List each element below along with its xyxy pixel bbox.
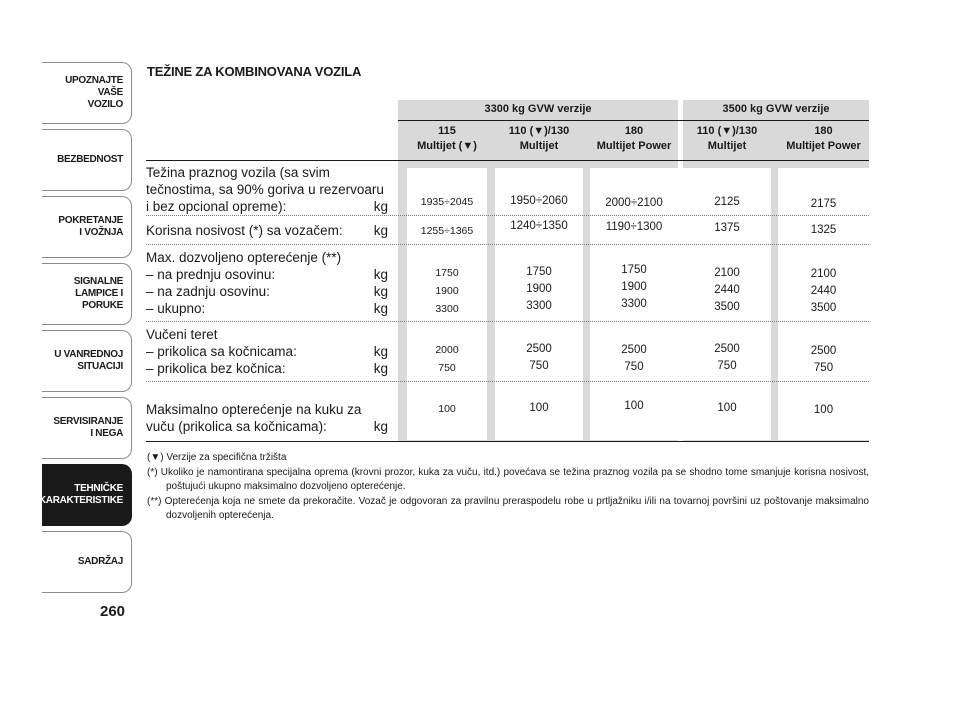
tab-upoznajte-vase-vozilo[interactable]: UPOZNAJTE VAŠE VOZILO [42,62,132,124]
tab-bezbednost[interactable]: BEZBEDNOST [42,129,132,191]
cell-hitch-5: 100 [813,404,834,416]
column-header-1: 115 Multijet (▼) [417,125,477,152]
cell-payload-4: 1375 [714,222,740,234]
cell-payload-2: 1240÷1350 [510,220,568,232]
cell-max-load-5: 2100 2440 3500 [810,268,837,314]
cell-towing-4: 2500 750 [714,343,740,372]
table-bottom-rule [146,441,869,442]
tab-tehnicke-karakteristike[interactable]: TEHNIČKE KARAKTERISTIKE [42,464,132,526]
cell-empty-weight-5: 2175 [810,198,837,210]
cell-towing-1: 2000 750 [435,344,459,374]
cell-max-load-1: 1750 1900 3300 [435,267,459,315]
footnote-loads: (**) Opterećenja koja ne smete da prekoračite. Vozač je odgovoran za pravilnu preraspodelu robe u prtljažniku i/ili na tovarnoj površini uz poštovanje maksimalno dozvoljenih opterećenja. [147,495,869,521]
column-header-3: 180 Multijet Power [596,125,672,152]
cell-payload-1: 1255÷1365 [420,225,474,237]
footnote-payload: (*) Ukoliko je namontirana specijalna oprema (krovni prozor, kuka za vuču, itd.) povećava se težina praznog vozila pa se shodno tome smanjuje korisna nosivost, poštujući ukupno maksimalno dozvoljeno opterećenje. [147,466,869,492]
cell-hitch-3: 100 [624,400,644,412]
cell-empty-weight-3: 2000÷2100 [605,197,663,209]
table-top-rule [146,160,869,161]
footnotes [147,451,869,524]
row-divider [146,244,869,245]
row-label-hitch: Maksimalno opterećenje na kuku za vuču (prikolica sa kočnicama): kg [146,402,388,434]
cell-empty-weight-4: 2125 [714,196,740,208]
group-header-3300: 3300 kg GVW verzije [484,103,592,115]
row-label-towing: Vučeni teret – prikolica sa kočnicama: kg – prikolica bez kočnica: kg [146,327,388,376]
row-label-empty-weight: Težina praznog vozila (sa svim tečnostima, sa 90% goriva u rezervoaru i bez opcional opreme): kg [146,165,388,214]
row-label-payload: Korisna nosivost (*) sa vozačem: kg [146,223,388,238]
cell-hitch-1: 100 [438,403,456,415]
cell-empty-weight-2: 1950÷2060 [510,195,568,207]
cell-empty-weight-1: 1935÷2045 [420,196,474,208]
cell-max-load-4: 2100 2440 3500 [714,267,740,313]
cell-hitch-4: 100 [717,402,737,414]
tab-servisiranje-i-nega[interactable]: SERVISIRANJE I NEGA [42,397,132,459]
cell-payload-3: 1190÷1300 [605,221,663,233]
cell-payload-5: 1325 [810,224,837,236]
cell-towing-3: 2500 750 [621,344,647,373]
row-divider [146,381,869,382]
row-divider [146,321,869,322]
footnote-markets: (▼) Verzije za specifična tržišta [147,452,287,463]
cell-hitch-2: 100 [529,402,549,414]
column-header-4: 110 (▼)/130 Multijet [696,125,758,152]
tab-signalne-lampice[interactable]: SIGNALNE LAMPICE I PORUKE [42,263,132,325]
row-label-max-load: Max. dozvoljeno opterećenje (**) – na prednju osovinu: kg – na zadnju osovinu: kg – ukupno: kg [146,250,388,316]
tab-sadrzaj[interactable]: SADRŽAJ [42,531,132,593]
row-divider [146,215,869,216]
header-divider [398,120,869,121]
page-title: TEŽINE ZA KOMBINOVANA VOZILA [147,64,362,79]
group-header-3500: 3500 kg GVW verzije [722,103,830,115]
tab-pokretanje-i-voznja[interactable]: POKRETANJE I VOŽNJA [42,196,132,258]
page-number: 260 [100,603,126,620]
column-header-2: 110 (▼)/130 Multijet [508,125,570,152]
cell-towing-5: 2500 750 [810,345,837,374]
cell-towing-2: 2500 750 [526,343,552,372]
cell-max-load-2: 1750 1900 3300 [526,266,552,312]
column-header-5: 180 Multijet Power [786,125,861,152]
cell-max-load-3: 1750 1900 3300 [621,264,647,310]
tab-vanredna-situacija[interactable]: U VANREDNOJ SITUACIJI [42,330,132,392]
